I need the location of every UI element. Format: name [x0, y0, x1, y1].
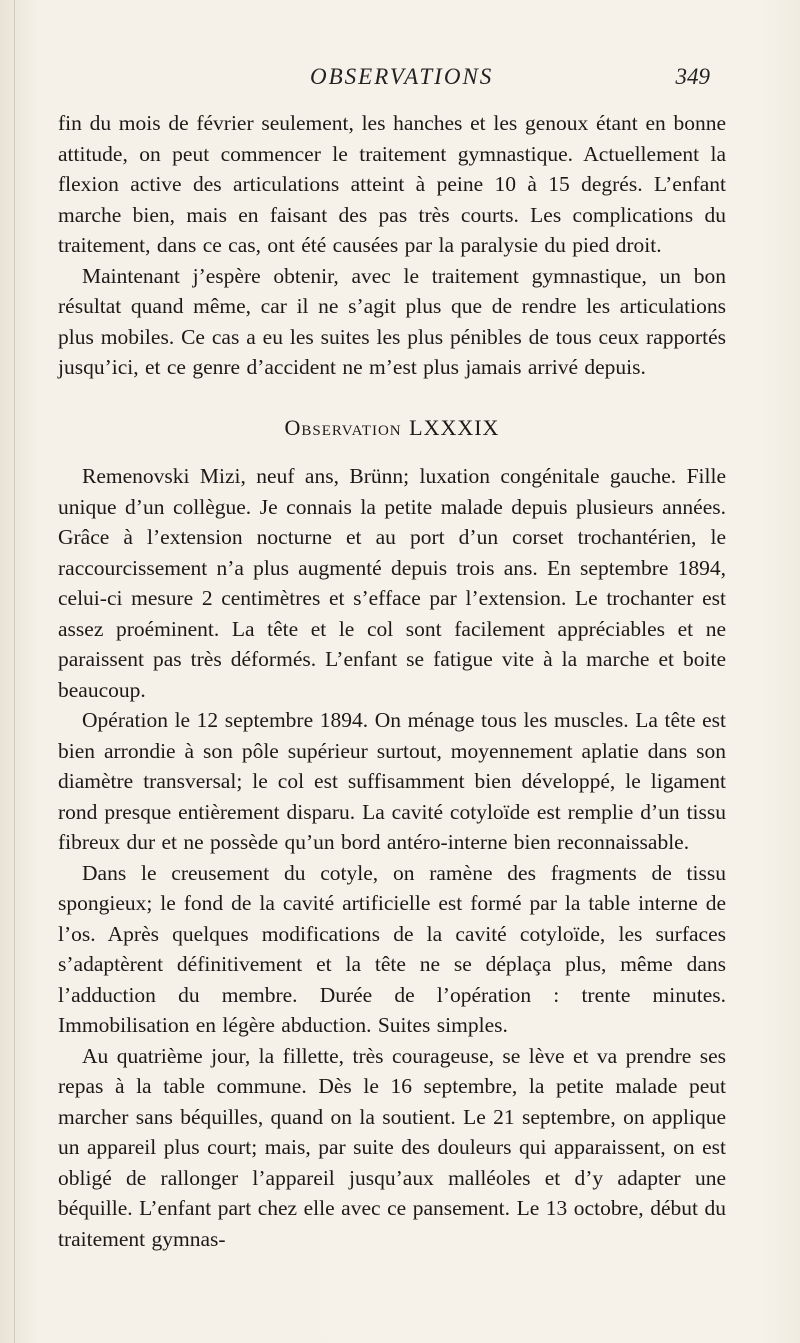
paragraph-continued: fin du mois de février seulement, les hanches et les genoux étant en bonne attitude, on peut commencer le traitement gymnastique. Actuellement la flexion active des articulations atteint à peine 10 à 15 degrés. L’enfant marche bien, mais en faisant des pas très courts. Les complications du traitement, dans ce cas, ont été causées par la paralysie du pied droit.	[58, 111, 726, 257]
observation-heading	[58, 413, 726, 444]
paragraph: Remenovski Mizi, neuf ans, Brünn; luxation congénitale gauche. Fille unique d’un collègue. Je connais la petite malade depuis plusieurs années. Grâce à l’extension nocturne et au port d’un corset trochantérien, le raccourcissement n’a plus augmenté depuis trois ans. En septembre 1894, celui-ci mesure 2 centimètres et s’efface par l’extension. Le trochanter est assez proéminent. La tête et le col sont facilement appréciables et ne paraissent pas très déformés. L’enfant se fatigue vite à la marche et boite beaucoup.	[58, 464, 726, 702]
page-gutter-shadow	[14, 0, 15, 1343]
body-text	[58, 108, 726, 1254]
page-number: 349	[675, 64, 710, 89]
paragraph: Maintenant j’espère obtenir, avec le traitement gymnastique, un bon résultat quand même, car il ne s’agit plus que de rendre les articulations plus mobiles. Ce cas a eu les suites les plus pénibles de tous ceux rapportés jusqu’ici, et ce genre d’accident ne m’est plus jamais arrivé depuis.	[58, 263, 726, 379]
running-title: OBSERVATIONS	[310, 64, 494, 89]
observation-label: Observation	[284, 414, 402, 440]
observation-number: LXXXIX	[409, 414, 500, 440]
paragraph: Opération le 12 septembre 1894. On ménage tous les muscles. La tête est bien arrondie à son pôle supérieur surtout, moyennement aplatie dans son diamètre transversal; le col est suffisamment bien développé, le ligament rond presque entièrement disparu. La cavité cotyloïde est remplie d’un tissu fibreux dur et ne possède qu’un bord antéro-interne bien reconnaissable.	[58, 708, 726, 854]
paragraph: Dans le creusement du cotyle, on ramène des fragments de tissu spongieux; le fond de la cavité artificielle est formé par la table interne de l’os. Après quelques modifications de la cavité cotyloïde, les surfaces s’adaptèrent définitivement et la tête ne se déplaça plus, même dans l’adduction du membre. Durée de l’opération : trente minutes. Immobilisation en légère abduction. Suites simples.	[58, 860, 726, 1037]
paragraph: Au quatrième jour, la fillette, très courageuse, se lève et va prendre ses repas à la table commune. Dès le 16 septembre, la petite malade peut marcher sans béquilles, quand on la soutient. Le 21 septembre, on applique un appareil plus court; mais, par suite des douleurs qui apparaissent, on est obligé de rallonger l’appareil jusqu’aux malléoles et d’y adapter une béquille. L’enfant part chez elle avec ce pansement. Le 13 octobre, début du traitement gymnas-	[58, 1043, 726, 1251]
page-header	[0, 64, 800, 94]
